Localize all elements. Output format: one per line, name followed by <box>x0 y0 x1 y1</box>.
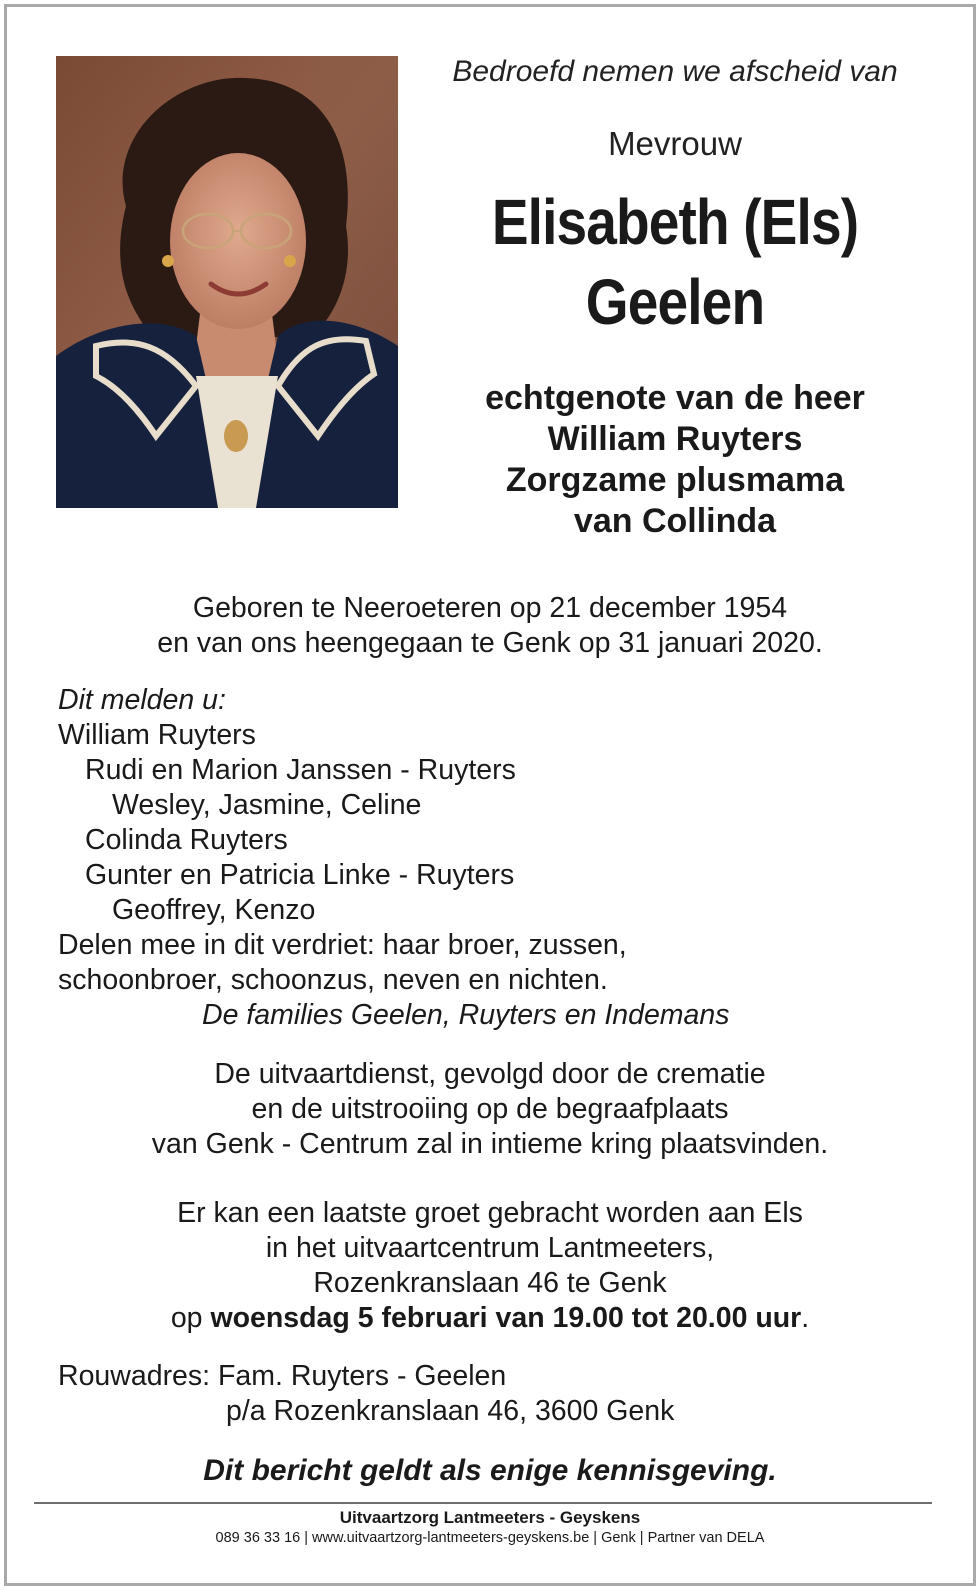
relation-line: echtgenote van de heer <box>485 379 865 417</box>
visit-time-line <box>40 1301 940 1336</box>
footer-divider <box>34 1502 932 1504</box>
family-line: Gunter en Patricia Linke - Ruyters <box>85 859 515 891</box>
service-info <box>40 1057 940 1162</box>
family-list <box>58 683 918 1033</box>
undertaker-contact: 089 36 33 16 | www.uitvaartzorg-lantmeeters-geyskens.be | Genk | Partner van DELA <box>215 1530 765 1546</box>
family-line: Geoffrey, Kenzo <box>112 894 316 926</box>
visit-when: woensdag 5 februari van 19.00 tot 20.00 uur <box>210 1302 802 1334</box>
family-line: Colinda Ruyters <box>85 824 288 856</box>
visit-line: Rozenkranslaan 46 te Genk <box>313 1267 667 1299</box>
relation-line: van Collinda <box>573 502 777 540</box>
name-line-2: Geelen <box>585 266 765 338</box>
service-line: van Genk - Centrum zal in intieme kring plaatsvinden. <box>151 1128 829 1160</box>
relation-line: William Ruyters <box>547 420 803 458</box>
visit-prefix: op <box>170 1302 203 1334</box>
family-line: Wesley, Jasmine, Celine <box>112 789 422 821</box>
mourning-address <box>58 1359 918 1429</box>
salutation: Mevrouw <box>608 125 742 162</box>
relation-line: Zorgzame plusmama <box>505 461 845 499</box>
address-line-1: Rouwadres: Fam. Ruyters - Geelen <box>58 1360 507 1392</box>
visit-info <box>40 1196 940 1336</box>
birth-line: Geboren te Neeroeteren op 21 december 1954 <box>192 592 788 624</box>
visit-line: in het uitvaartcentrum Lantmeeters, <box>265 1232 715 1264</box>
service-line: en de uitstrooiing op de begraafplaats <box>251 1093 729 1125</box>
family-intro: Dit melden u: <box>58 684 226 716</box>
families-names: De families Geelen, Ruyters en Indemans <box>202 999 730 1031</box>
relation-block <box>420 378 930 542</box>
family-line: William Ruyters <box>58 719 256 751</box>
visit-suffix: . <box>801 1302 810 1334</box>
service-line: De uitvaartdienst, gevolgd door de crematie <box>214 1058 766 1090</box>
family-line: Rudi en Marion Janssen - Ruyters <box>85 754 516 786</box>
family-line: Delen mee in dit verdriet: haar broer, zussen, <box>58 929 627 961</box>
address-line-2: p/a Rozenkranslaan 46, 3600 Genk <box>226 1395 675 1427</box>
deceased-name <box>456 182 895 342</box>
header-block <box>420 52 930 542</box>
birth-death-info <box>40 591 940 661</box>
portrait-photo <box>56 56 398 508</box>
name-line-1: Elisabeth (Els) <box>491 186 859 258</box>
intro-text: Bedroefd nemen we afscheid van <box>452 55 898 88</box>
death-line: en van ons heengegaan te Genk op 31 januari 2020. <box>157 627 823 659</box>
family-line: schoonbroer, schoonzus, neven en nichten. <box>58 964 608 996</box>
notice-text: Dit bericht geldt als enige kennisgeving. <box>203 1454 777 1487</box>
undertaker-name: Uitvaartzorg Lantmeeters - Geyskens <box>339 1508 641 1527</box>
visit-line: Er kan een laatste groet gebracht worden aan Els <box>177 1197 803 1229</box>
